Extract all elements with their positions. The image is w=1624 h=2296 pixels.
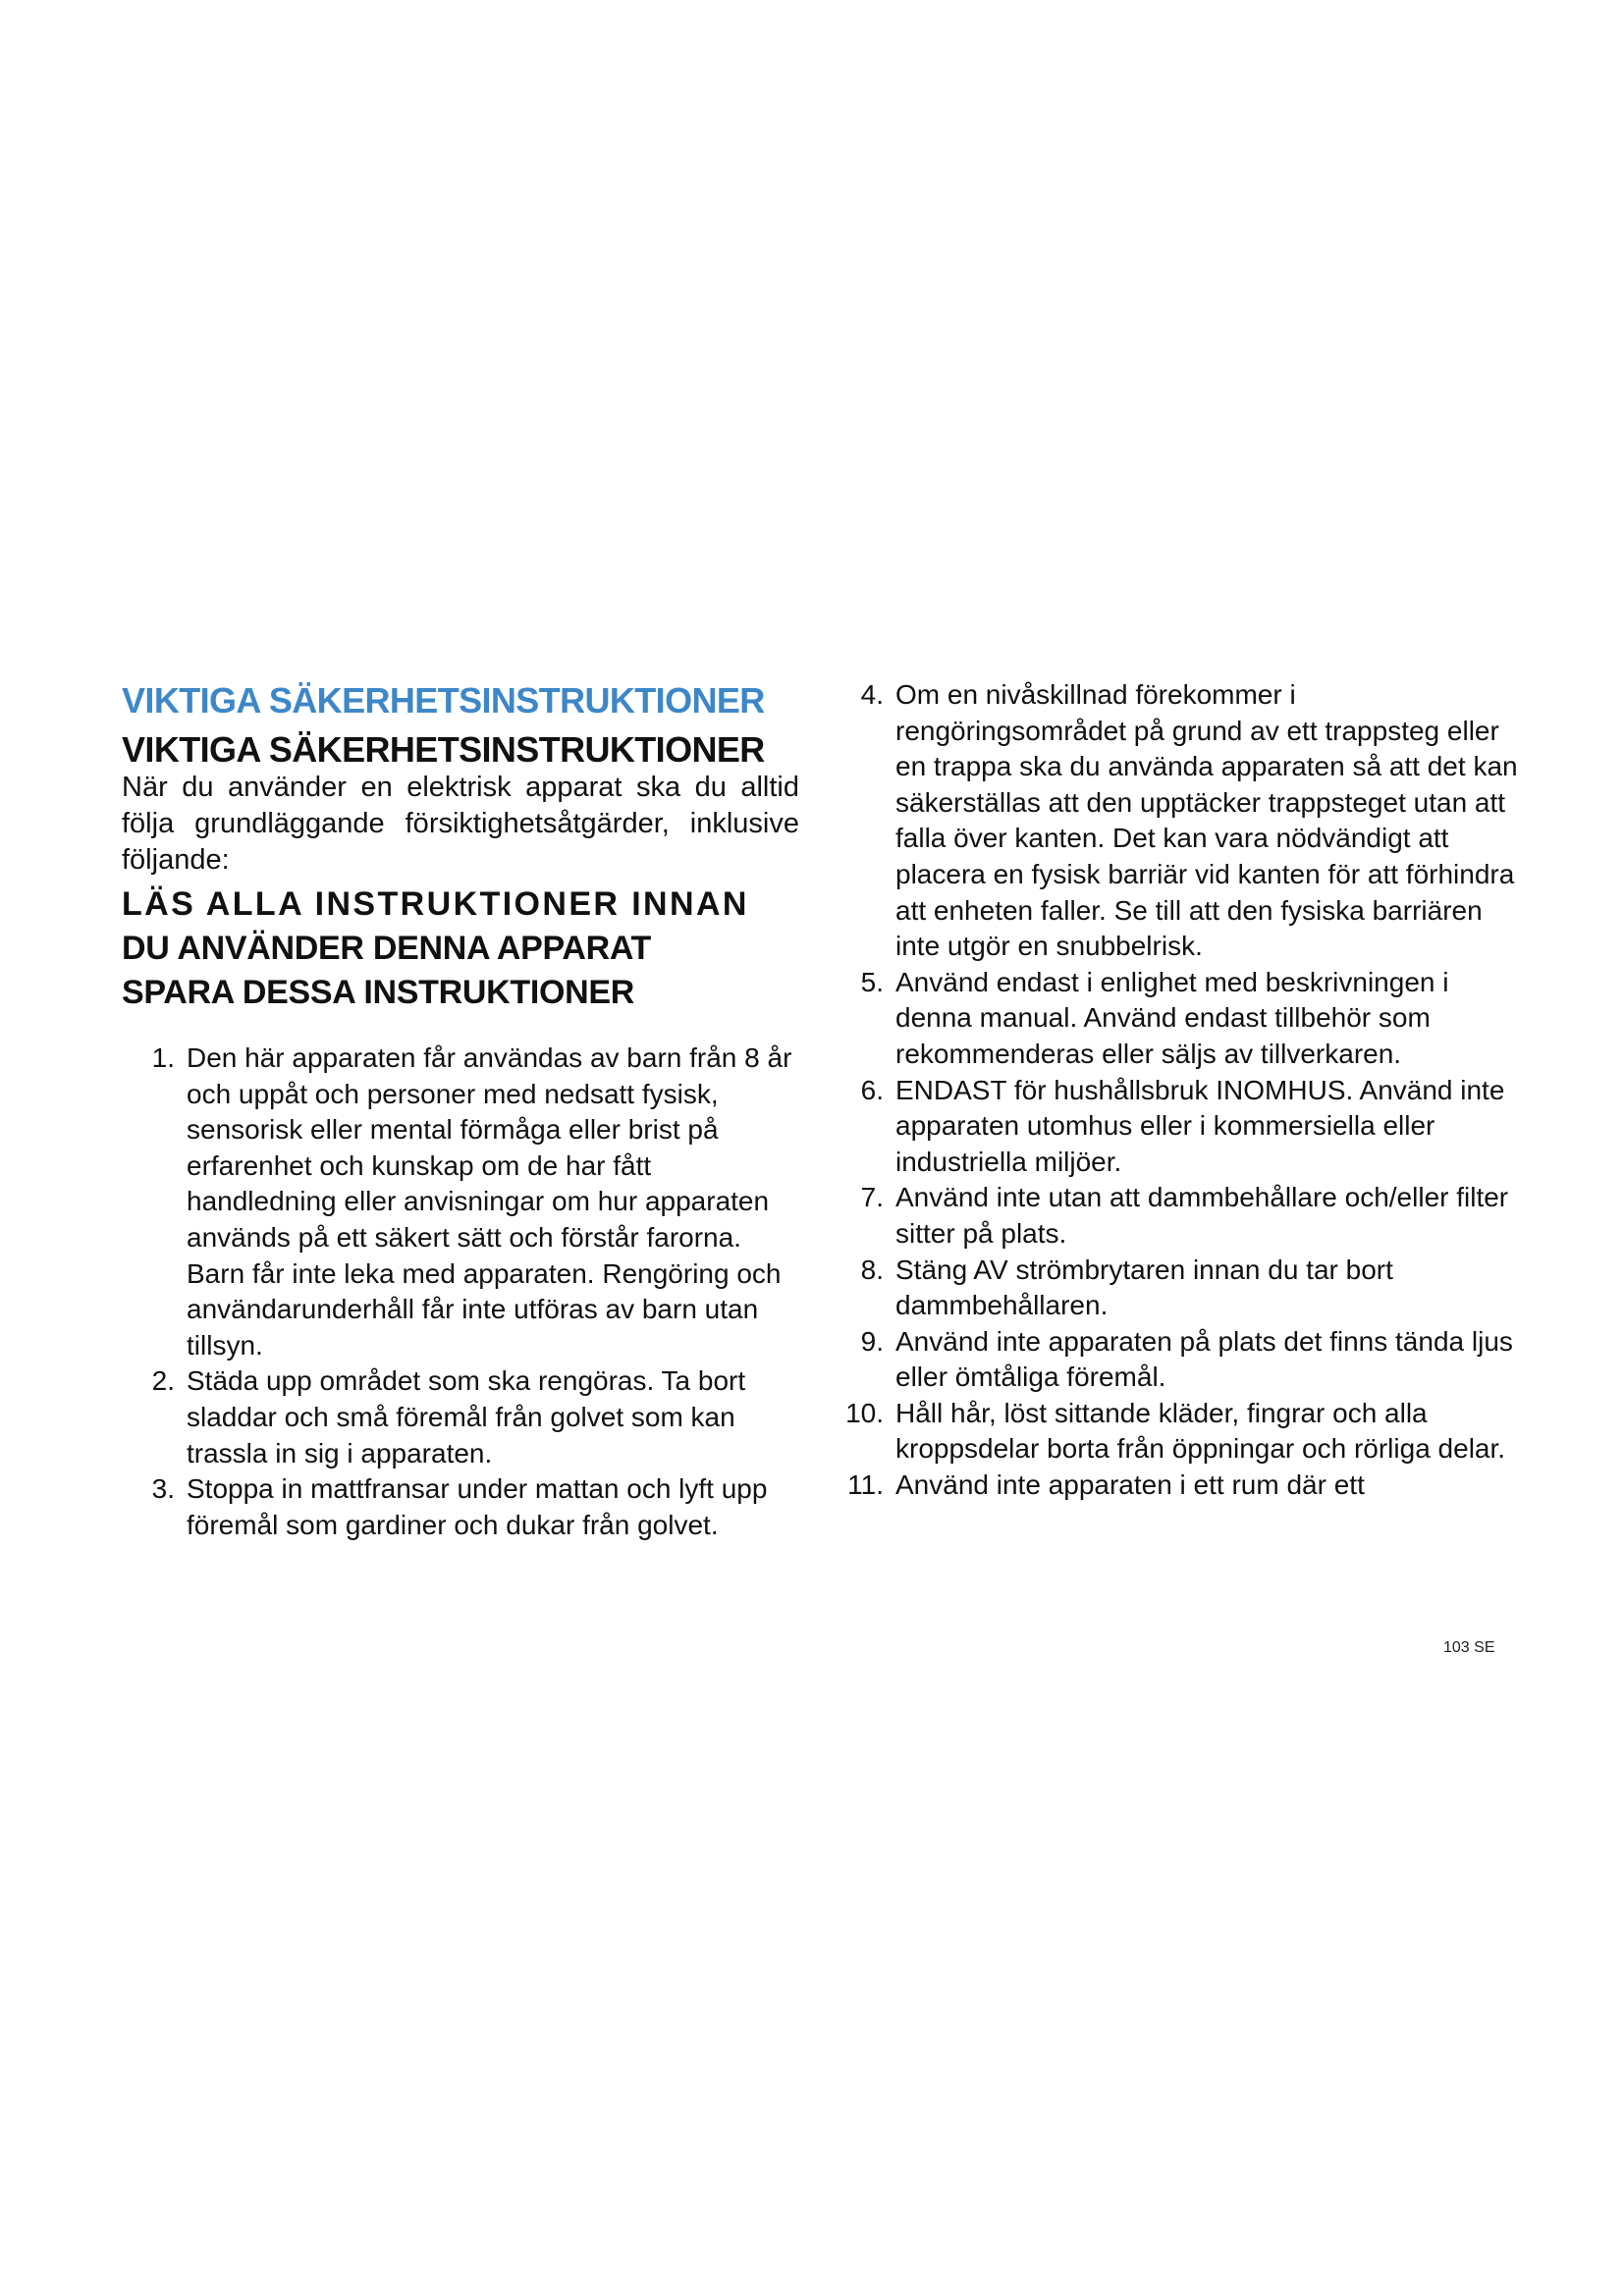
item-text: Använd inte apparaten i ett rum där ett (895, 1469, 1365, 1501)
item-number: 2. (151, 1365, 175, 1397)
section-heading: VIKTIGA SÄKERHETSINSTRUKTIONER (122, 729, 765, 770)
list-item (135, 1471, 799, 1543)
caps-notice (122, 882, 799, 1015)
list-item (844, 1324, 1532, 1396)
item-text: Använd inte utan att dammbehållare och/eller filter sitter på plats. (895, 1182, 1509, 1249)
item-text: ENDAST för hushållsbruk INOMHUS. Använd inte apparaten utomhus eller i kommersiella eller industriella miljöer. (895, 1074, 1505, 1177)
item-number: 6. (860, 1074, 884, 1105)
safety-list-left (122, 1041, 799, 1543)
safety-list-right (844, 677, 1532, 1504)
item-text: Städa upp området som ska rengöras. Ta bort sladdar och små föremål från golvet som kan trassla in sig i apparaten. (187, 1365, 746, 1468)
item-number: 3. (151, 1473, 175, 1505)
list-item (844, 1073, 1532, 1181)
item-number: 1. (151, 1042, 175, 1073)
item-number: 7. (860, 1182, 884, 1213)
item-text: Den här apparaten får användas av barn från 8 år och uppåt och personer med nedsatt fysisk, sensorisk eller mental förmåga eller brist på erfarenhet och kunskap om de har fått handledning eller anvisningar om hur apparaten används på ett säkert sätt och förstår farorna. Barn får inte leka med apparaten. Rengöring och användarunderhåll får inte utföras av barn utan tillsyn. (187, 1042, 792, 1361)
list-item (135, 1041, 799, 1363)
item-text: Stoppa in mattfransar under mattan och lyft upp föremål som gardiner och dukar från golvet. (187, 1473, 768, 1540)
list-item (844, 677, 1532, 965)
item-number: 4. (860, 679, 884, 710)
list-item (844, 965, 1532, 1073)
item-text: Håll hår, löst sittande kläder, fingrar och alla kroppsdelar borta från öppningar och rörliga delar. (895, 1397, 1506, 1465)
list-item (135, 1363, 799, 1471)
item-text: Använd endast i enlighet med beskrivningen i denna manual. Använd endast tillbehör som rekommenderas eller säljs av tillverkaren. (895, 966, 1449, 1069)
intro-paragraph: När du använder en elektrisk apparat ska du alltid följa grundläggande försiktighetsåtgärder, inklusive följande: (122, 772, 799, 876)
item-text: Använd inte apparaten på plats det finns tända ljus eller ömtåliga föremål. (895, 1325, 1513, 1393)
left-column (122, 677, 799, 1543)
item-number: 5. (860, 966, 884, 997)
list-item (844, 1253, 1532, 1324)
list-item (844, 1468, 1532, 1504)
item-text: Om en nivåskillnad förekommer i rengöringsområdet på grund av ett trappsteg eller en trappa ska du använda apparaten så att det kan säkerställas att den upptäcker trappsteget utan att falla över kanten. Det kan vara nödvändigt att placera en fysisk barriär vid kanten för att förhindra att enheten faller. Se till att den fysiska barriären inte utgör en snubbelrisk. (895, 679, 1518, 962)
list-item (844, 1180, 1532, 1252)
caps-line-before-use: DU ANVÄNDER DENNA APPARAT (122, 930, 652, 967)
item-number: 11. (847, 1469, 884, 1501)
item-number: 10. (845, 1397, 884, 1428)
item-text: Stäng AV strömbrytaren innan du tar bort dammbehållaren. (895, 1254, 1393, 1321)
caps-line-read-all: LÄS ALLA INSTRUKTIONER INNAN (122, 885, 749, 923)
page-number: 103 SE (1443, 1639, 1495, 1656)
list-item (844, 1396, 1532, 1468)
section-heading-blue: VIKTIGA SÄKERHETSINSTRUKTIONER (122, 680, 765, 721)
item-number: 8. (860, 1254, 884, 1285)
caps-line-save: SPARA DESSA INSTRUKTIONER (122, 974, 635, 1011)
right-column (844, 677, 1532, 1504)
item-number: 9. (860, 1325, 884, 1357)
